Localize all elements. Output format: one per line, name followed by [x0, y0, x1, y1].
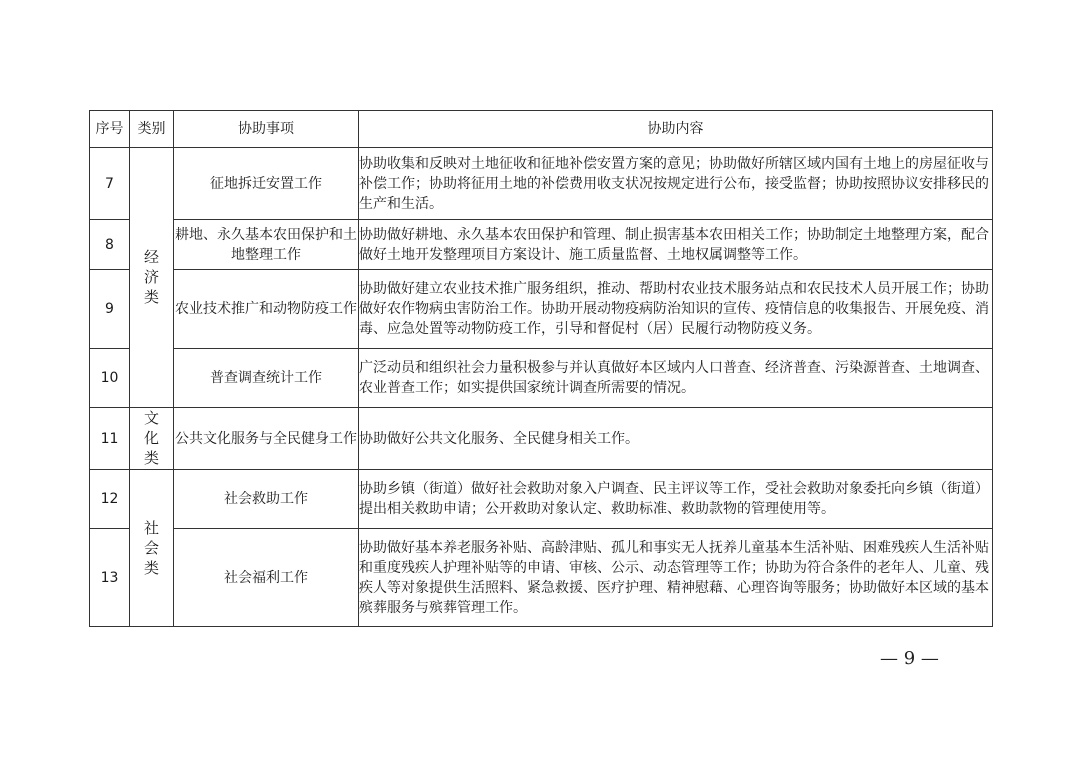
row-no: 8: [90, 220, 130, 270]
row-item: 公共文化服务与全民健身工作: [174, 408, 359, 470]
row-no: 9: [90, 270, 130, 349]
row-content: 协助做好公共文化服务、全民健身相关工作。: [359, 408, 993, 470]
header-category: 类别: [130, 111, 174, 148]
row-content: 广泛动员和组织社会力量积极参与并认真做好本区域内人口普查、经济普查、污染源普查、土地调查、农业普查工作；如实提供国家统计调查所需要的情况。: [359, 349, 993, 408]
header-item: 协助事项: [174, 111, 359, 148]
assistance-items-table: [89, 110, 993, 627]
table-row: [90, 529, 993, 627]
category-economic: 经济类: [143, 248, 159, 306]
header-no: 序号: [90, 111, 130, 148]
row-item: 农业技术推广和动物防疫工作: [174, 270, 359, 349]
row-content: 协助做好建立农业技术推广服务组织，推动、帮助村农业技术服务站点和农民技术人员开展工作；协助做好农作物病虫害防治工作。协助开展动物疫病防治知识的宣传、疫情信息的收集报告、开展免疫、消毒、应急处置等动物防疫工作，引导和督促村（居）民履行动物防疫义务。: [359, 270, 993, 349]
row-item: 耕地、永久基本农田保护和土地整理工作: [174, 220, 359, 270]
table-row: [90, 349, 993, 408]
header-row: [90, 111, 993, 148]
row-no: 10: [90, 349, 130, 408]
row-item: 社会救助工作: [174, 470, 359, 529]
row-item: 社会福利工作: [174, 529, 359, 627]
row-no: 13: [90, 529, 130, 627]
table-row: [90, 220, 993, 270]
page-number: — 9 —: [880, 648, 939, 669]
row-no: 7: [90, 148, 130, 220]
row-content: 协助乡镇（街道）做好社会救助对象入户调查、民主评议等工作，受社会救助对象委托向乡镇（街道）提出相关救助申请；公开救助对象认定、救助标准、救助款物的管理使用等。: [359, 470, 993, 529]
row-item: 征地拆迁安置工作: [174, 148, 359, 220]
header-content: 协助内容: [359, 111, 993, 148]
category-culture: 文化类: [143, 409, 159, 467]
table-row: [90, 408, 993, 470]
row-content: 协助做好基本养老服务补贴、高龄津贴、孤儿和事实无人抚养儿童基本生活补贴、困难残疾人生活补贴和重度残疾人护理补贴等的申请、审核、公示、动态管理等工作；协助为符合条件的老年人、儿童、残疾人等对象提供生活照料、紧急救援、医疗护理、精神慰藉、心理咨询等服务；协助做好本区域的基本殡葬服务与殡葬管理工作。: [359, 529, 993, 627]
row-content: 协助收集和反映对土地征收和征地补偿安置方案的意见；协助做好所辖区域内国有土地上的房屋征收与补偿工作；协助将征用土地的补偿费用收支状况按规定进行公布，接受监督；协助按照协议安排移民的生产和生活。: [359, 148, 993, 220]
table-row: [90, 470, 993, 529]
row-content: 协助做好耕地、永久基本农田保护和管理、制止损害基本农田相关工作；协助制定土地整理方案，配合做好土地开发整理项目方案设计、施工质量监督、土地权属调整等工作。: [359, 220, 993, 270]
category-social: 社会类: [143, 518, 159, 577]
category-cell: [130, 470, 174, 627]
table-row: [90, 270, 993, 349]
table-row: [90, 148, 993, 220]
row-no: 12: [90, 470, 130, 529]
row-item: 普查调查统计工作: [174, 349, 359, 408]
row-no: 11: [90, 408, 130, 470]
category-cell: [130, 148, 174, 408]
category-cell: [130, 408, 174, 470]
